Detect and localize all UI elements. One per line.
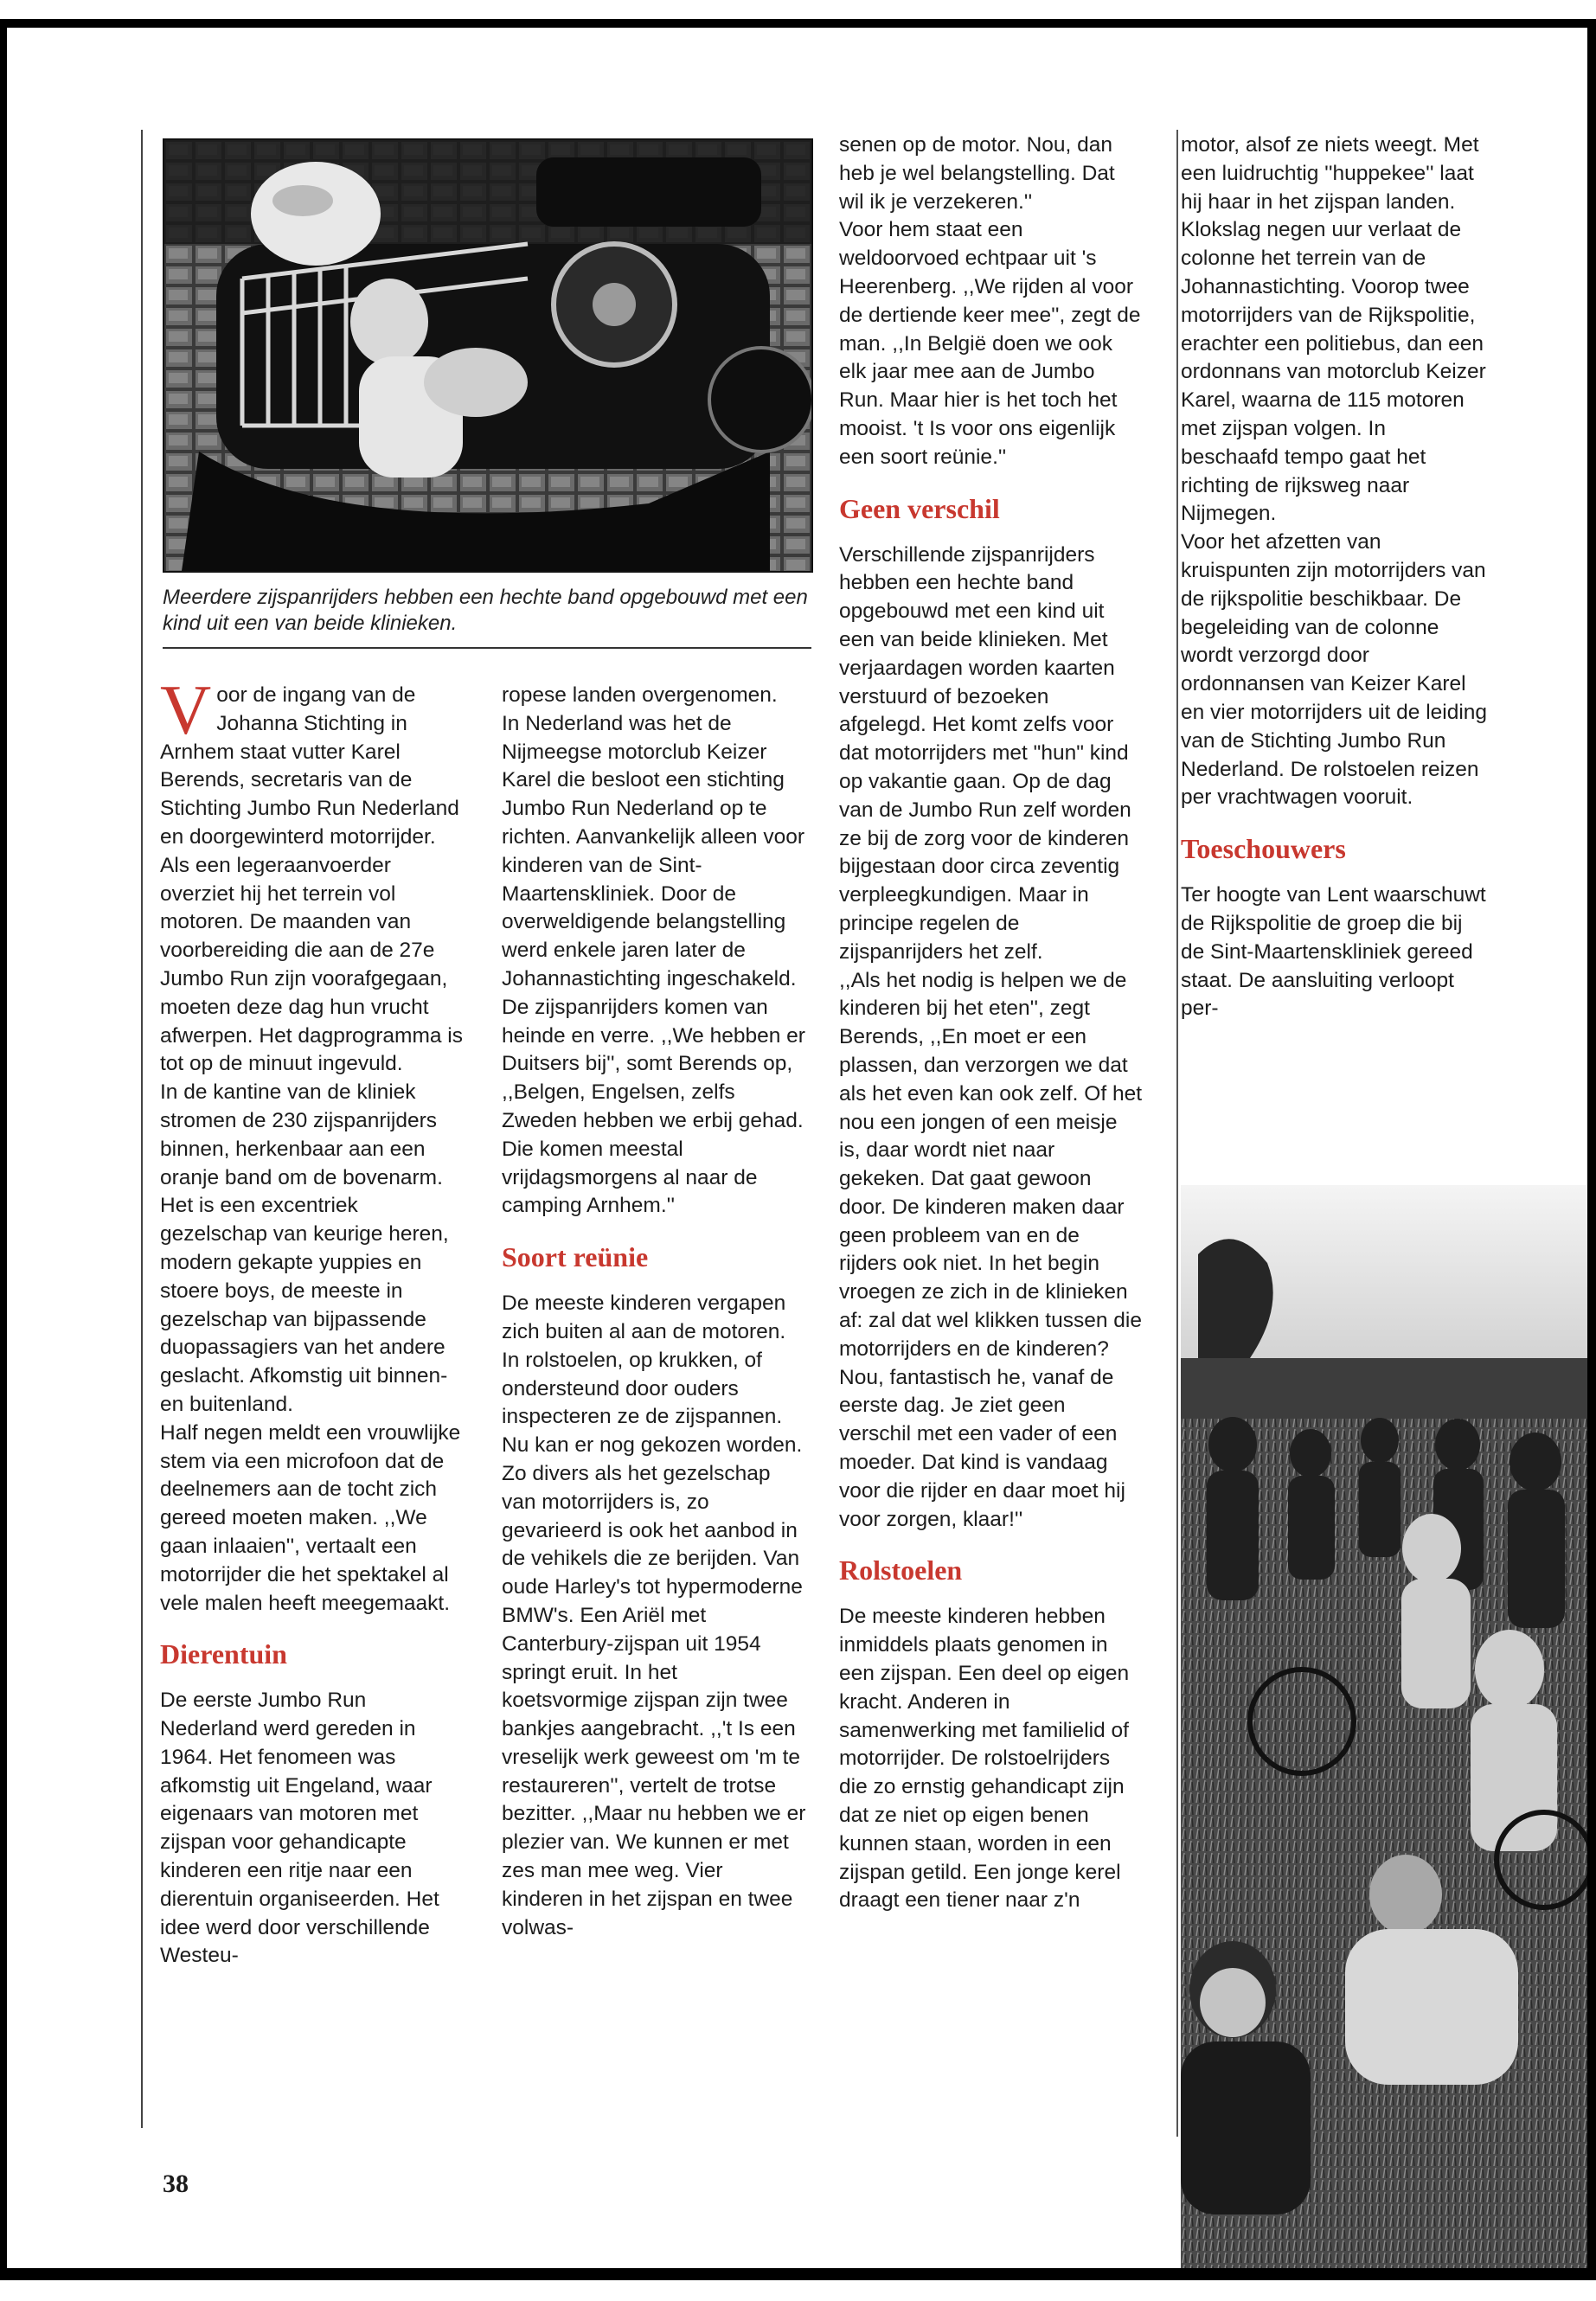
section-heading-dierentuin: Dierentuin xyxy=(160,1638,287,1670)
paragraph: De eerste Jumbo Run Nederland werd gereden in 1964. Het fenomeen was afkomstig uit Engeland, waar eigenaars van motoren met zijspan voor gehandicapte kinderen een ritje naar een dierentuin organiseerden. Het idee werd door verschillende Westeu- xyxy=(160,1689,439,1968)
frame-border-left xyxy=(0,19,7,2280)
margin-line-right xyxy=(1176,130,1178,2137)
paragraph: senen op de motor. Nou, dan heb je wel belangstelling. Dat wil ik je verzekeren.'' xyxy=(839,133,1115,214)
section-heading-geen-verschil: Geen verschil xyxy=(839,492,1000,524)
crowd-photo xyxy=(1181,1185,1587,2268)
paragraph: ropese landen overgenomen. xyxy=(502,683,778,707)
paragraph: ,,Als het nodig is helpen we de kinderen bij het eten'', zegt Berends, ,,En moet er een plassen, dan verzorgen we dat als het even kan ook zelf. Of het nou een jongen of een meisje is, daar wordt niet naar gekeken. Dat gaat gewoon door. De kinderen maken daar geen probleem van en de rijders ook niet. In het begin vroegen ze zich in de klinieken af: zal dat wel klikken tussen die motorrijders en de kinderen? Nou, fantastisch he, vanaf de eerste dag. Je ziet geen verschil met een vader of een moeder. Dat kind is vandaag voor die rijder en daar moet hij voor zorgen, klaar!'' xyxy=(839,968,1143,1531)
paragraph: motor, alsof ze niets weegt. Met een luidruchtig ''huppekee'' laat hij haar in het zijspan landen. xyxy=(1181,133,1479,214)
sidecar-photo xyxy=(163,138,813,573)
lead-paragraph-text: oor de ingang van de Johanna Stichting in Arnhem staat vutter Karel Berends, secretaris van de Stichting Jumbo Run Nederland en doorgewinterd motorrijder. Als een legeraanvoerder overziet hij het terrein vol motoren. De maanden van voorbereiding die aan de 27e Jumbo Run zijn voorafgegaan, moeten deze dag hun vrucht afwerpen. Het dagprogramma is tot op de minuut ingevuld. xyxy=(160,683,463,1076)
article-column-2 xyxy=(502,682,809,1942)
drop-cap: V xyxy=(160,670,212,749)
article-column-3 xyxy=(839,131,1142,1915)
paragraph: Voor het afzetten van kruispunten zijn motorrijders van de rijkspolitie beschikbaar. De begeleiding van de colonne wordt verzorgd door ordonnansen van Keizer Karel en vier motorrijders uit de leiding van de Stichting Jumbo Run Nederland. De rolstoelen reizen per vrachtwagen vooruit. xyxy=(1181,530,1488,810)
paragraph: In de kantine van de kliniek stromen de 230 zijspanrijders binnen, herkenbaar aan een oranje band om de bovenarm. Het is een excentriek gezelschap van keurige heren, modern gekapte yuppies en stoere boys, de meeste in gezelschap van bijpassende duopassagiers van het andere geslacht. Afkomstig uit binnen- en buitenland. xyxy=(160,1080,449,1416)
article-column-4 xyxy=(1181,131,1488,1023)
page-number: 38 xyxy=(163,2170,189,2198)
paragraph: De meeste kinderen vergapen zich buiten al aan de motoren. In rolstoelen, op krukken, of ondersteund door ouders inspecteren ze de zijspannen. Nu kan er nog gekozen worden. Zo divers als het gezelschap van motorrijders is, zo gevarieerd is ook het aanbod in de vehikels die ze berijden. Van oude Harley's tot hypermoderne BMW's. Een Ariël met Canterbury-zijspan uit 1954 springt eruit. In het koetsvormige zijspan zijn twee bankjes aangebracht. ,,'t Is een vreselijk werk geweest om 'm te restaureren'', vertelt de trotse bezitter. ,,Maar nu hebben we er plezier van. We kunnen er met zes man mee weg. Vier kinderen in het zijspan en twee volwas- xyxy=(502,1292,806,1939)
paragraph: Ter hoogte van Lent waarschuwt de Rijkspolitie de groep die bij de Sint-Maartenskliniek gereed staat. De aansluiting verloopt per- xyxy=(1181,883,1486,1021)
paragraph: Klokslag negen uur verlaat de colonne het terrein van de Johannastichting. Voorop twee motorrijders van de Rijkspolitie, erachter een politiebus, dan een ordonnans van motorclub Keizer Karel, waarna de 115 motoren met zijspan volgen. In beschaafd tempo gaat het richting de rijksweg naar Nijmegen. xyxy=(1181,218,1486,526)
section-heading-soort-reunie: Soort reünie xyxy=(502,1241,649,1273)
section-heading-toeschouwers: Toeschouwers xyxy=(1181,833,1346,865)
frame-border-right xyxy=(1587,19,1596,2280)
caption-rule xyxy=(163,647,811,649)
lead-paragraph xyxy=(160,670,463,1079)
article-column-1 xyxy=(160,670,463,1971)
margin-line-left xyxy=(141,130,143,2128)
frame-border-bottom xyxy=(0,2268,1596,2280)
frame-border-top xyxy=(0,19,1596,28)
paragraph: Verschillende zijspanrijders hebben een hechte band opgebouwd met een kind uit een van beide klinieken. Met verjaardagen worden kaarten verstuurd of bezoeken afgelegd. Het komt zelfs voor dat motorrijders met "hun" kind op vakantie gaan. Op de dag van de Jumbo Run zelf worden ze bij de zorg voor de kinderen bijgestaan door circa zeventig verpleegkundigen. Maar in principe regelen de zijspanrijders het zelf. xyxy=(839,542,1131,964)
paragraph: De zijspanrijders komen van heinde en verre. ,,We hebben er Duitsers bij'', somt Berends op, ,,Belgen, Engelsen, zelfs Zweden hebben we erbij gehad. Die komen meestal vrijdagsmorgens al naar de camping Arnhem.'' xyxy=(502,995,805,1218)
paragraph: Voor hem staat een weldoorvoed echtpaar uit 's Heerenberg. ,,We rijden al voor de dertiende keer mee'', zegt de man. ,,In België doen we ook elk jaar mee aan de Jumbo Run. Maar hier is het toch het mooist. 't Is voor ons eigenlijk een soort reünie.'' xyxy=(839,218,1141,469)
paragraph: In Nederland was het de Nijmeegse motorclub Keizer Karel die besloot een stichting Jumbo Run Nederland op te richten. Aanvankelijk alleen voor kinderen van de Sint-Maartenskliniek. Door de overweldigende belangstelling werd enkele jaren later de Johannastichting ingeschakeld. xyxy=(502,711,805,990)
section-heading-rolstoelen: Rolstoelen xyxy=(839,1554,963,1586)
paragraph: Half negen meldt een vrouwlijke stem via een microfoon dat de deelnemers aan de tocht zich gereed moeten maken. ,,We gaan inlaaien'', vertaalt een motorrijder die het spektakel al vele malen heeft meegemaakt. xyxy=(160,1420,461,1615)
paragraph: De meeste kinderen hebben inmiddels plaats genomen in een zijspan. Een deel op eigen kracht. Anderen in samenwerking met familielid of motorrijder. De rolstoelrijders die zo ernstig gehandicapt zijn dat ze niet op eigen benen kunnen staan, worden in een zijspan getild. Een jonge kerel draagt een tiener naar z'n xyxy=(839,1605,1130,1913)
sidecar-photo-illustration xyxy=(164,140,811,571)
crowd-photo-illustration xyxy=(1181,1185,1587,2268)
photo-caption: Meerdere zijspanrijders hebben een hechte band opgebouwd met een kind uit een van beide klinieken. xyxy=(163,586,808,635)
